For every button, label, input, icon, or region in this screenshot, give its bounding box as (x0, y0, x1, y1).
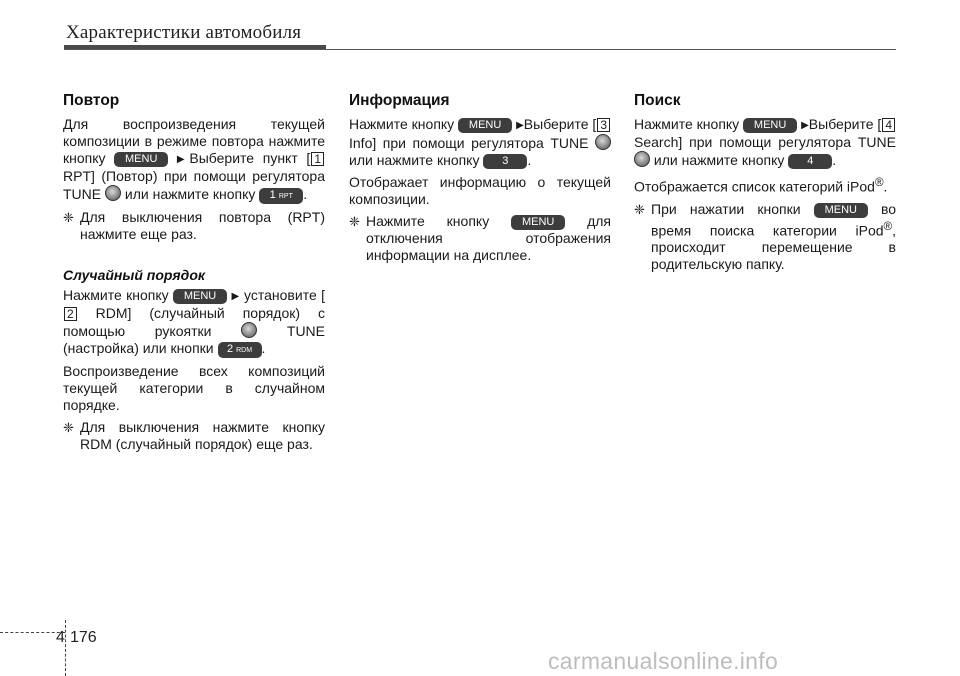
header-title: Характеристики автомобиля (66, 22, 302, 43)
number-box-2: 2 (64, 307, 77, 321)
number-box-4: 4 (882, 118, 895, 132)
random-description: Воспроизведение всех композиций текущей категории в случайном порядке. (63, 363, 325, 413)
search-description: Отображается список категорий iPod®. (634, 176, 888, 195)
tune-knob-icon[interactable] (634, 151, 650, 167)
rpt-button[interactable]: 1 RPT (259, 188, 303, 204)
menu-button[interactable]: MENU (114, 152, 168, 167)
search-heading: Поиск (634, 92, 681, 109)
watermark: carmanualsonline.info (548, 648, 779, 674)
button-4[interactable]: 4 (788, 154, 832, 169)
column-2 (349, 92, 611, 269)
header-rule (64, 49, 896, 50)
search-paragraph: Нажмите кнопку MENU ▶Выберите [ 4Search] при помощи регулятора TUNE или нажмите кнопку 4 . (634, 116, 896, 168)
tune-knob-icon[interactable] (595, 134, 611, 150)
note-mark-icon: ❈ (349, 214, 360, 229)
menu-button[interactable]: MENU (511, 215, 565, 230)
column-1 (63, 92, 325, 458)
info-note: ❈ Нажмите кнопку MENU для отключения отображения информации на дисплее. (349, 213, 611, 263)
rdm-button[interactable]: 2 RDM (218, 342, 262, 358)
repeat-paragraph: Для воспроизведения текущей композиции в режиме повтора нажмите кнопку MENU ▶Выберите пункт [ 1 RPT] (Повтор) при помощи регулятора TUNE или нажмите кнопку 1 RPT . (63, 116, 325, 202)
section-number: 4 (56, 629, 65, 646)
note-mark-icon: ❈ (63, 210, 74, 225)
number-box-1: 1 (311, 152, 324, 166)
note-mark-icon: ❈ (63, 420, 74, 435)
number-box-3: 3 (597, 118, 610, 132)
arrow-right-icon: ▶ (176, 154, 190, 165)
menu-button[interactable]: MENU (458, 118, 512, 133)
info-heading: Информация (349, 92, 450, 109)
arrow-right-icon: ▶ (516, 120, 524, 131)
note-mark-icon: ❈ (634, 201, 645, 217)
menu-button[interactable]: MENU (743, 118, 797, 133)
random-paragraph: Нажмите кнопку MENU ▶ установите [2 RDM] (случайный порядок) с помощью рукоятки TUNE (настройка) или кнопки 2 RDM . (63, 287, 326, 356)
repeat-note: ❈ Для выключения повтора (RPT) нажмите еще раз. (63, 209, 325, 242)
button-3[interactable]: 3 (483, 154, 527, 169)
column-3 (634, 92, 896, 278)
footer-divider (65, 620, 66, 676)
tune-knob-icon[interactable] (241, 322, 257, 338)
arrow-right-icon: ▶ (231, 291, 240, 302)
repeat-heading: Повтор (63, 92, 120, 109)
info-paragraph: Нажмите кнопку MENU ▶Выберите [ 3Info] при помощи регулятора TUNE или нажмите кнопку 3 . (349, 116, 611, 169)
tune-knob-icon[interactable] (105, 185, 121, 201)
page-number: 176 (70, 629, 97, 646)
menu-button[interactable]: MENU (173, 289, 227, 304)
random-note: ❈ Для выключения нажмите кнопку RDM (случайный порядок) еще раз. (63, 419, 325, 452)
arrow-right-icon: ▶ (801, 120, 809, 131)
menu-button[interactable]: MENU (814, 203, 868, 218)
random-heading: Случайный порядок (63, 267, 205, 283)
search-note: ❈ При нажатии кнопки MENU во время поиска категории iPod®, происходит перемещение в родительскую папку. (634, 200, 897, 273)
info-description: Отображает информацию о текущей композиции. (349, 174, 611, 207)
